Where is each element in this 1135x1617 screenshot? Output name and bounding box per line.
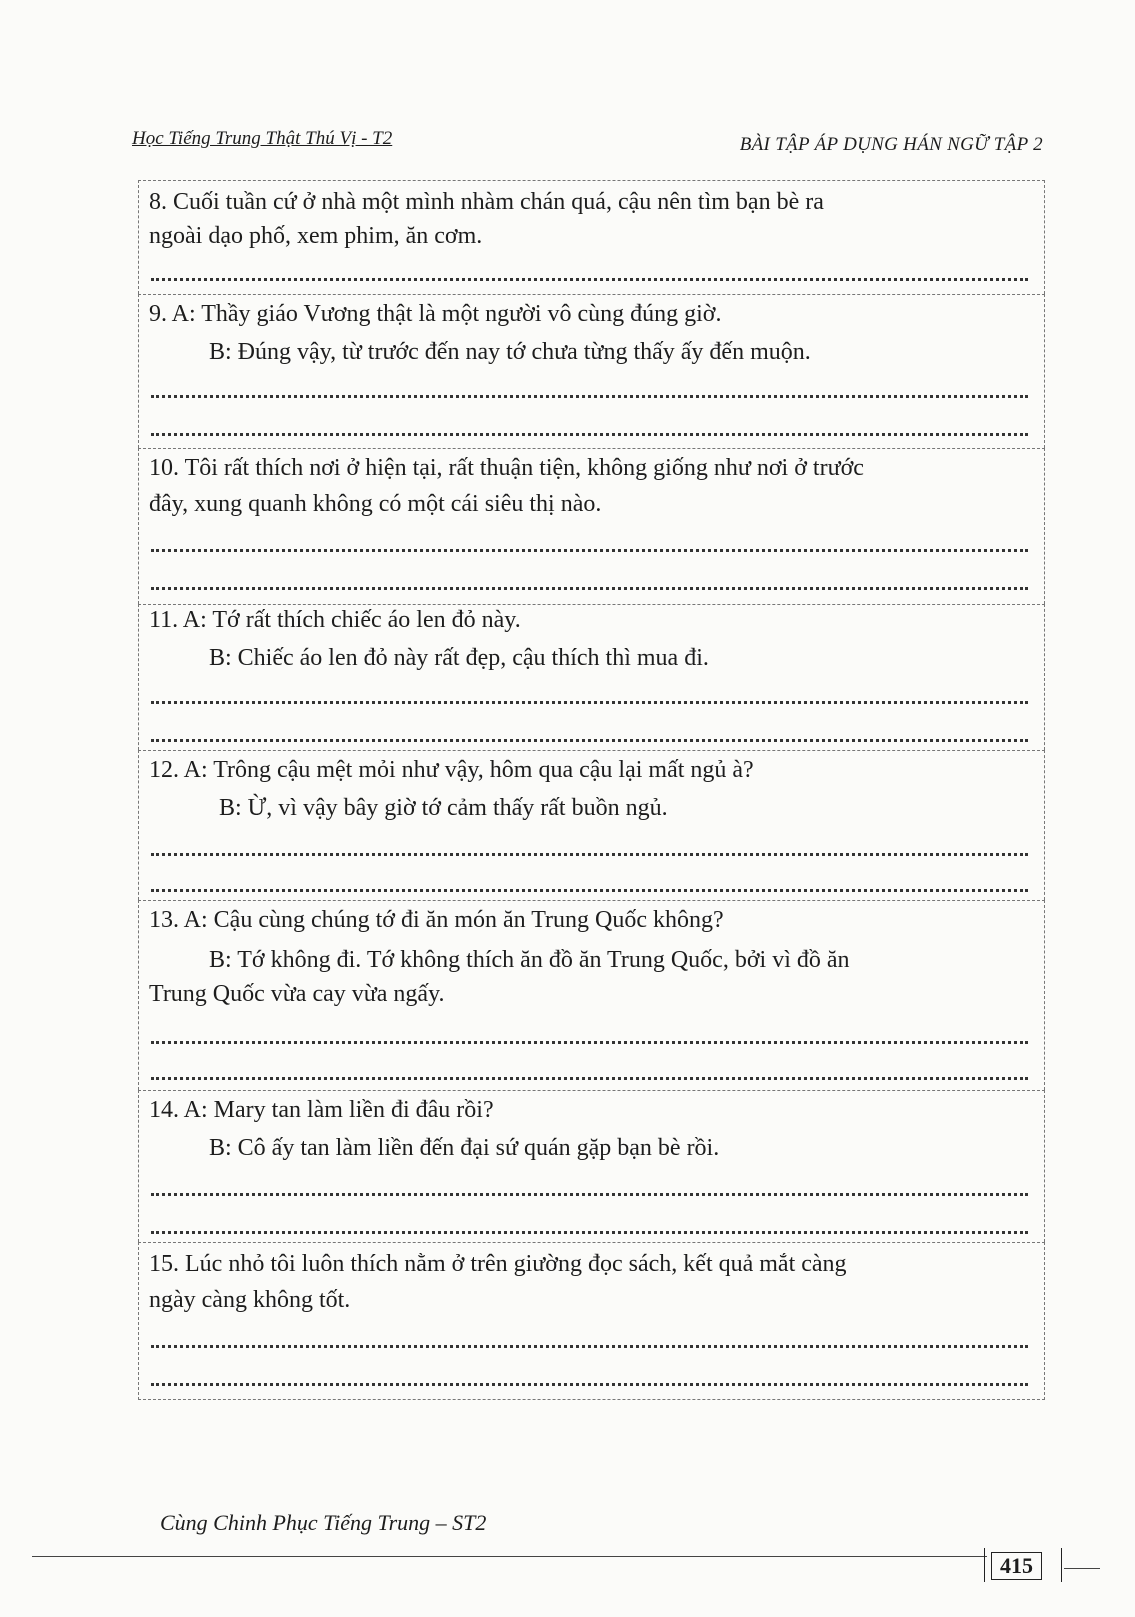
- exercise-9-line-1: 9. A: Thầy giáo Vương thật là một người vô cùng đúng giờ.: [149, 301, 722, 327]
- answer-dotted-line: [151, 1383, 1028, 1386]
- answer-dotted-line: [151, 853, 1028, 856]
- answer-dotted-line: [151, 1041, 1028, 1044]
- answer-dotted-line: [151, 701, 1028, 704]
- exercise-13-line-1: 13. A: Cậu cùng chúng tớ đi ăn món ăn Trung Quốc không?: [149, 907, 724, 933]
- exercise-9-box: [138, 294, 1045, 448]
- header-section-title: BÀI TẬP ÁP DỤNG HÁN NGỮ TẬP 2: [739, 134, 1043, 155]
- exercise-15-line-2: ngày càng không tốt.: [149, 1287, 351, 1313]
- exercise-10-line-1: 10. Tôi rất thích nơi ở hiện tại, rất thuận tiện, không giống như nơi ở trước: [149, 455, 864, 481]
- exercise-12-line-1: 12. A: Trông cậu mệt mỏi như vậy, hôm qua cậu lại mất ngủ à?: [149, 757, 754, 783]
- answer-dotted-line: [151, 739, 1028, 742]
- exercise-13-line-2: B: Tớ không đi. Tớ không thích ăn đồ ăn Trung Quốc, bởi vì đồ ăn: [209, 947, 850, 973]
- answer-dotted-line: [151, 1345, 1028, 1348]
- answer-dotted-line: [151, 587, 1028, 590]
- exercise-14-line-1: 14. A: Mary tan làm liền đi đâu rồi?: [149, 1097, 494, 1123]
- footer-title: Cùng Chinh Phục Tiếng Trung – ST2: [160, 1510, 487, 1535]
- answer-dotted-line: [151, 395, 1028, 398]
- answer-dotted-line: [151, 889, 1028, 892]
- exercise-12-line-2: B: Ừ, vì vậy bây giờ tớ cảm thấy rất buồn ngủ.: [219, 795, 668, 821]
- exercise-13-line-3: Trung Quốc vừa cay vừa ngấy.: [149, 981, 445, 1007]
- exercise-9-line-2: B: Đúng vậy, từ trước đến nay tớ chưa từng thấy ấy đến muộn.: [209, 339, 811, 365]
- page-number: 415: [991, 1552, 1042, 1580]
- answer-dotted-line: [151, 1231, 1028, 1234]
- exercise-8-box: [138, 180, 1045, 294]
- exercise-15-line-1: 15. Lúc nhỏ tôi luôn thích nằm ở trên giường đọc sách, kết quả mắt càng: [149, 1251, 847, 1277]
- exercise-13-box: [138, 900, 1045, 1090]
- exercise-8-line-2: ngoài dạo phố, xem phim, ăn cơm.: [149, 223, 483, 249]
- footer-rule: [32, 1556, 987, 1557]
- exercise-10-box: [138, 448, 1045, 604]
- exercise-14-line-2: B: Cô ấy tan làm liền đến đại sứ quán gặp bạn bè rồi.: [209, 1135, 720, 1161]
- exercise-15-box: [138, 1242, 1045, 1400]
- footer-rule-right: [1064, 1568, 1100, 1569]
- header-book-title: Học Tiếng Trung Thật Thú Vị - T2: [132, 128, 393, 149]
- exercise-12-box: [138, 750, 1045, 900]
- answer-dotted-line: [151, 433, 1028, 436]
- answer-dotted-line: [151, 1193, 1028, 1196]
- answer-dotted-line: [151, 278, 1028, 281]
- exercise-14-box: [138, 1090, 1045, 1242]
- exercise-10-line-2: đây, xung quanh không có một cái siêu thị nào.: [149, 491, 602, 517]
- exercise-8-line-1: 8. Cuối tuần cứ ở nhà một mình nhàm chán quá, cậu nên tìm bạn bè ra: [149, 189, 824, 215]
- exercise-11-box: [138, 604, 1045, 750]
- exercise-11-line-2: B: Chiếc áo len đỏ này rất đẹp, cậu thích thì mua đi.: [209, 645, 709, 671]
- answer-dotted-line: [151, 1077, 1028, 1080]
- answer-dotted-line: [151, 549, 1028, 552]
- exercise-11-line-1: 11. A: Tớ rất thích chiếc áo len đỏ này.: [149, 607, 521, 633]
